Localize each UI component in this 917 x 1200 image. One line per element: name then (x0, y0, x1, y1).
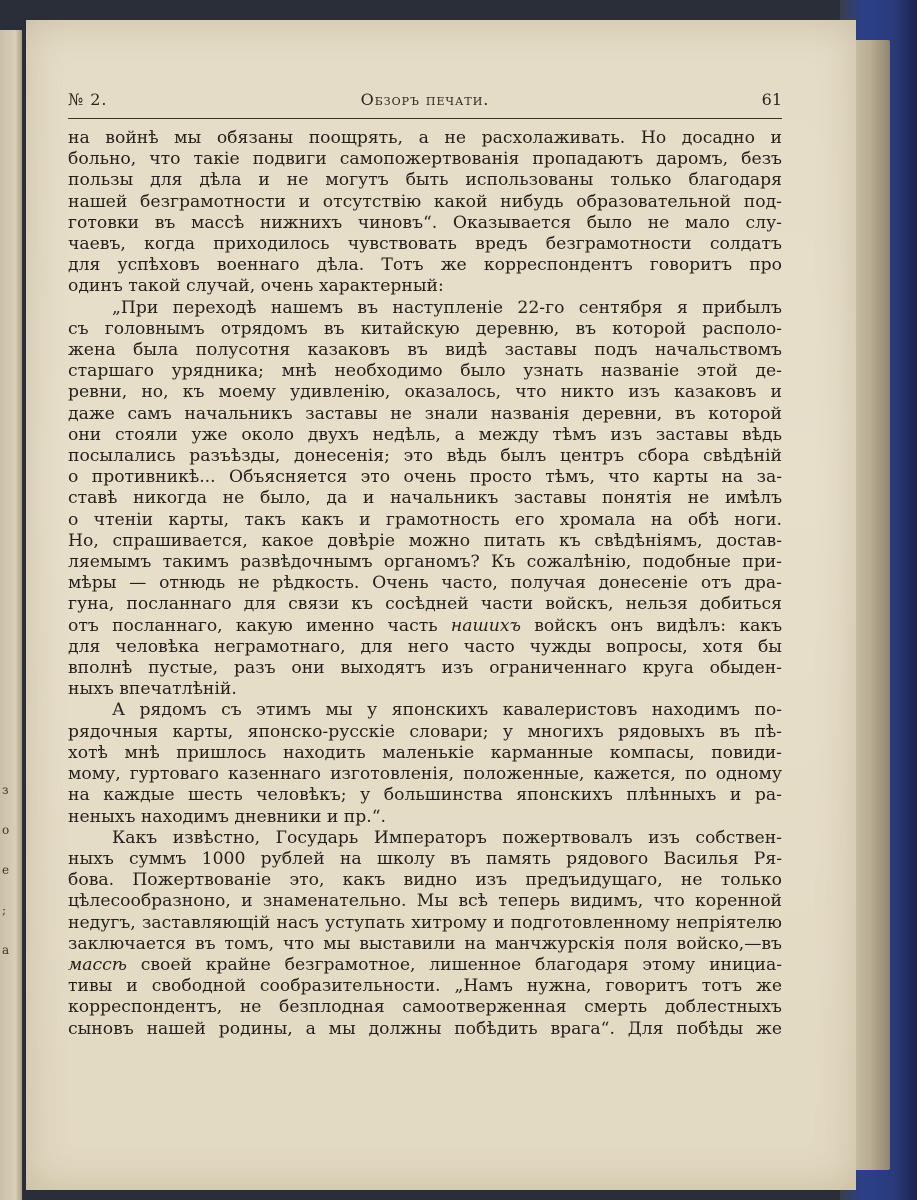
adjacent-mark: о (2, 823, 10, 837)
adjacent-mark: ; (2, 903, 7, 917)
text-line: „При переходѣ нашемъ въ наступленіе 22-го сентября я прибылъ (112, 297, 782, 318)
adjacent-mark: з (2, 783, 9, 797)
text-line: Какъ извѣстно, Государь Императоръ пожертвовалъ изъ собствен- (112, 827, 782, 848)
page-text (68, 128, 782, 1040)
text-line: хотѣ мнѣ пришлось находить маленькіе карманные компасы, повиди- (68, 742, 782, 763)
text-line: мѣры — отнюдь не рѣдкость. Очень часто, получая донесеніе отъ дра- (68, 573, 782, 594)
text-line: Но, спрашивается, какое довѣріе можно питать къ свѣдѣніямъ, достав- (68, 530, 782, 551)
text-line: они стояли уже около двухъ недѣль, а между тѣмъ изъ заставы вѣдь (68, 424, 782, 445)
text-line: нашей безграмотности и отсутствію какой нибудь образовательной под- (68, 191, 782, 212)
text-line: ляемымъ такимъ развѣдочнымъ органомъ? Къ сожалѣнію, подобные при- (68, 552, 782, 573)
adjacent-page-edge (0, 30, 22, 1200)
text-line: А рядомъ съ этимъ мы у японскихъ кавалеристовъ находимъ по- (112, 700, 782, 721)
text-line: чаевъ, когда приходилось чувствовать вредъ безграмотности солдатъ (68, 234, 782, 255)
text-line: жена была полусотня казаковъ въ видѣ заставы подъ начальствомъ (68, 340, 782, 361)
italic-word: нашихъ (450, 615, 521, 636)
text-line: ставѣ никогда не было, да и начальникъ заставы понятія не имѣлъ (68, 488, 782, 509)
text-line: на каждые шесть человѣкъ; у большинства японскихъ плѣнныхъ и ра- (68, 785, 782, 806)
page-block-edge (850, 40, 890, 1170)
text-segment: своей крайне безграмотное, лишенное благодаря этому инициа- (126, 954, 782, 975)
text-line: на войнѣ мы обязаны поощрять, а не расхолаживать. Но досадно и (68, 128, 782, 148)
text-line: одинъ такой случай, очень характерный: (68, 276, 444, 297)
text-line: для успѣховъ военнаго дѣла. Тотъ же корреспондентъ говоритъ про (68, 255, 782, 276)
text-line: сыновъ нашей родины, а мы должны побѣдить врага“. Для побѣды же (68, 1018, 782, 1039)
text-line: корреспондентъ, не безплодная самоотверженная смерть доблестныхъ (68, 997, 782, 1018)
text-segment: заключается въ томъ, что мы выставили на манчжурскія поля войско,—въ (68, 933, 782, 954)
text-line: рядочныя карты, японско-русскіе словари; у многихъ рядовыхъ въ пѣ- (68, 721, 782, 742)
text-segment: отъ посланнаго, какую именно часть (68, 615, 451, 636)
text-segment: войскъ онъ видѣлъ: какъ (520, 615, 782, 636)
text-line: ныхъ суммъ 1000 рублей на школу въ память рядового Василья Ря- (68, 848, 782, 869)
text-line: бова. Пожертвованіе это, какъ видно изъ предъидущаго, не только (68, 870, 782, 891)
text-line: неныхъ находимъ дневники и пр.“. (68, 806, 386, 827)
running-header (68, 90, 782, 116)
text-line: о противникѣ... Объясняется это очень просто тѣмъ, что карты на за- (68, 467, 782, 488)
book-page (26, 20, 856, 1190)
text-line: ныхъ впечатлѣній. (68, 679, 237, 700)
text-line: вполнѣ пустые, разъ они выходятъ изъ ограниченнаго круга обыден- (68, 658, 782, 679)
text-line: съ головнымъ отрядомъ въ китайскую деревню, въ которой располо- (68, 318, 782, 339)
text-line: о чтеніи карты, такъ какъ и грамотность его хромала на обѣ ноги. (68, 509, 782, 530)
text-line: недугъ, заставляющій насъ уступать хитрому и подготовленному непріятелю (68, 912, 782, 933)
text-line: пользы для дѣла и не могутъ быть использованы только благодаря (68, 170, 782, 191)
italic-word: массѣ (68, 954, 127, 975)
text-line (68, 616, 782, 637)
text-line: гуна, посланнаго для связи къ сосѣдней части войскъ, нельзя добиться (68, 594, 782, 615)
issue-number: № 2. (68, 90, 108, 109)
text-line: цѣлесообразноно, и знаменательно. Мы всѣ теперь видимъ, что коренной (68, 891, 782, 912)
text-line: для человѣка неграмотнаго, для него часто чужды вопросы, хотя бы (68, 636, 782, 657)
text-line: готовки въ массѣ нижнихъ чиновъ“. Оказывается было не мало слу- (68, 212, 782, 233)
text-line: посылались разъѣзды, донесенія; это вѣдь былъ центръ сбора свѣдѣній (68, 446, 782, 467)
section-title: Обзоръ печати. (360, 90, 490, 109)
text-line: тивы и свободной сообразительности. „Намъ нужна, говоритъ тотъ же (68, 976, 782, 997)
text-line (68, 934, 782, 955)
text-line (68, 955, 782, 976)
text-line: ревни, но, къ моему удивленію, оказалось, что никто изъ казаковъ и (68, 382, 782, 403)
page-number: 61 (761, 90, 782, 109)
text-line: больно, что такіе подвиги самопожертвованія пропадаютъ даромъ, безъ (68, 149, 782, 170)
text-line: старшаго урядника; мнѣ необходимо было узнать названіе этой де- (68, 361, 782, 382)
text-line: мому, гуртоваго казеннаго изготовленія, положенные, кажется, по одному (68, 764, 782, 785)
adjacent-page-marks (2, 770, 18, 970)
header-rule (68, 118, 782, 119)
adjacent-mark: е (2, 863, 10, 877)
text-line: даже самъ начальникъ заставы не знали названія деревни, въ которой (68, 403, 782, 424)
adjacent-mark: а (2, 943, 10, 957)
